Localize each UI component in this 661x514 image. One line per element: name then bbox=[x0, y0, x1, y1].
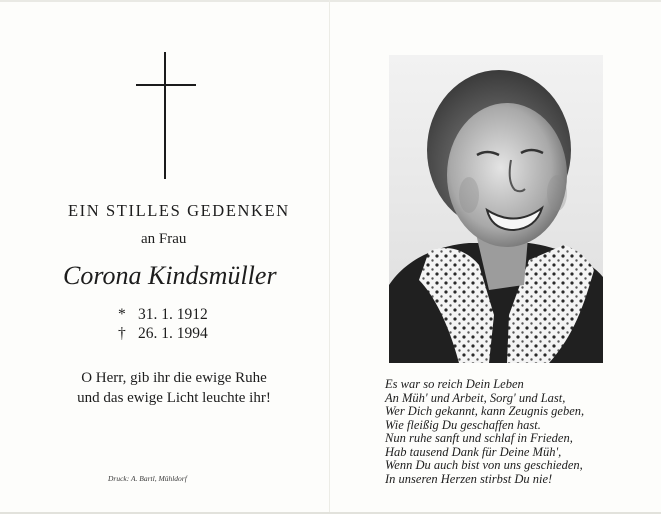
death-date-row bbox=[118, 325, 208, 343]
death-symbol: † bbox=[118, 325, 126, 342]
portrait-illustration bbox=[389, 55, 603, 363]
memorial-heading: EIN STILLES GEDENKEN bbox=[68, 201, 290, 220]
prayer-text bbox=[63, 368, 285, 408]
poem-line: Wie fleißig Du geschaffen hast. bbox=[385, 417, 541, 432]
poem-line: In unseren Herzen stirbst Du nie! bbox=[385, 471, 553, 486]
memorial-poem bbox=[385, 378, 584, 486]
poem-line: Es war so reich Dein Leben bbox=[385, 377, 524, 391]
poem-line: An Müh' und Arbeit, Sorg' und Last, bbox=[385, 390, 566, 405]
death-date: 26. 1. 1994 bbox=[138, 325, 208, 342]
poem-line: Nun ruhe sanft und schlaf in Frieden, bbox=[385, 431, 573, 445]
card-fold-line bbox=[329, 0, 330, 514]
birth-symbol: * bbox=[118, 306, 126, 323]
salutation: an Frau bbox=[141, 231, 187, 247]
poem-line: Wenn Du auch bist von uns geschieden, bbox=[385, 458, 583, 472]
birth-date: 31. 1. 1912 bbox=[138, 306, 208, 323]
poem-line: Wer Dich gekannt, kann Zeugnis geben, bbox=[385, 404, 585, 418]
prayer-line: O Herr, gib ihr die ewige Ruhe bbox=[81, 370, 267, 386]
printer-imprint: Druck: A. Bartl, Mühldorf bbox=[108, 474, 187, 483]
cross-vertical-bar bbox=[164, 52, 166, 179]
cross-horizontal-bar bbox=[136, 84, 196, 86]
birth-date-row bbox=[118, 306, 208, 324]
poem-line: Hab tausend Dank für Deine Müh', bbox=[385, 444, 562, 459]
prayer-line: und das ewige Licht leuchte ihr! bbox=[77, 390, 271, 406]
cross-icon bbox=[136, 52, 196, 179]
card-top-edge bbox=[0, 0, 661, 2]
deceased-name: Corona Kindsmüller bbox=[63, 261, 277, 290]
portrait-photo bbox=[389, 55, 603, 363]
